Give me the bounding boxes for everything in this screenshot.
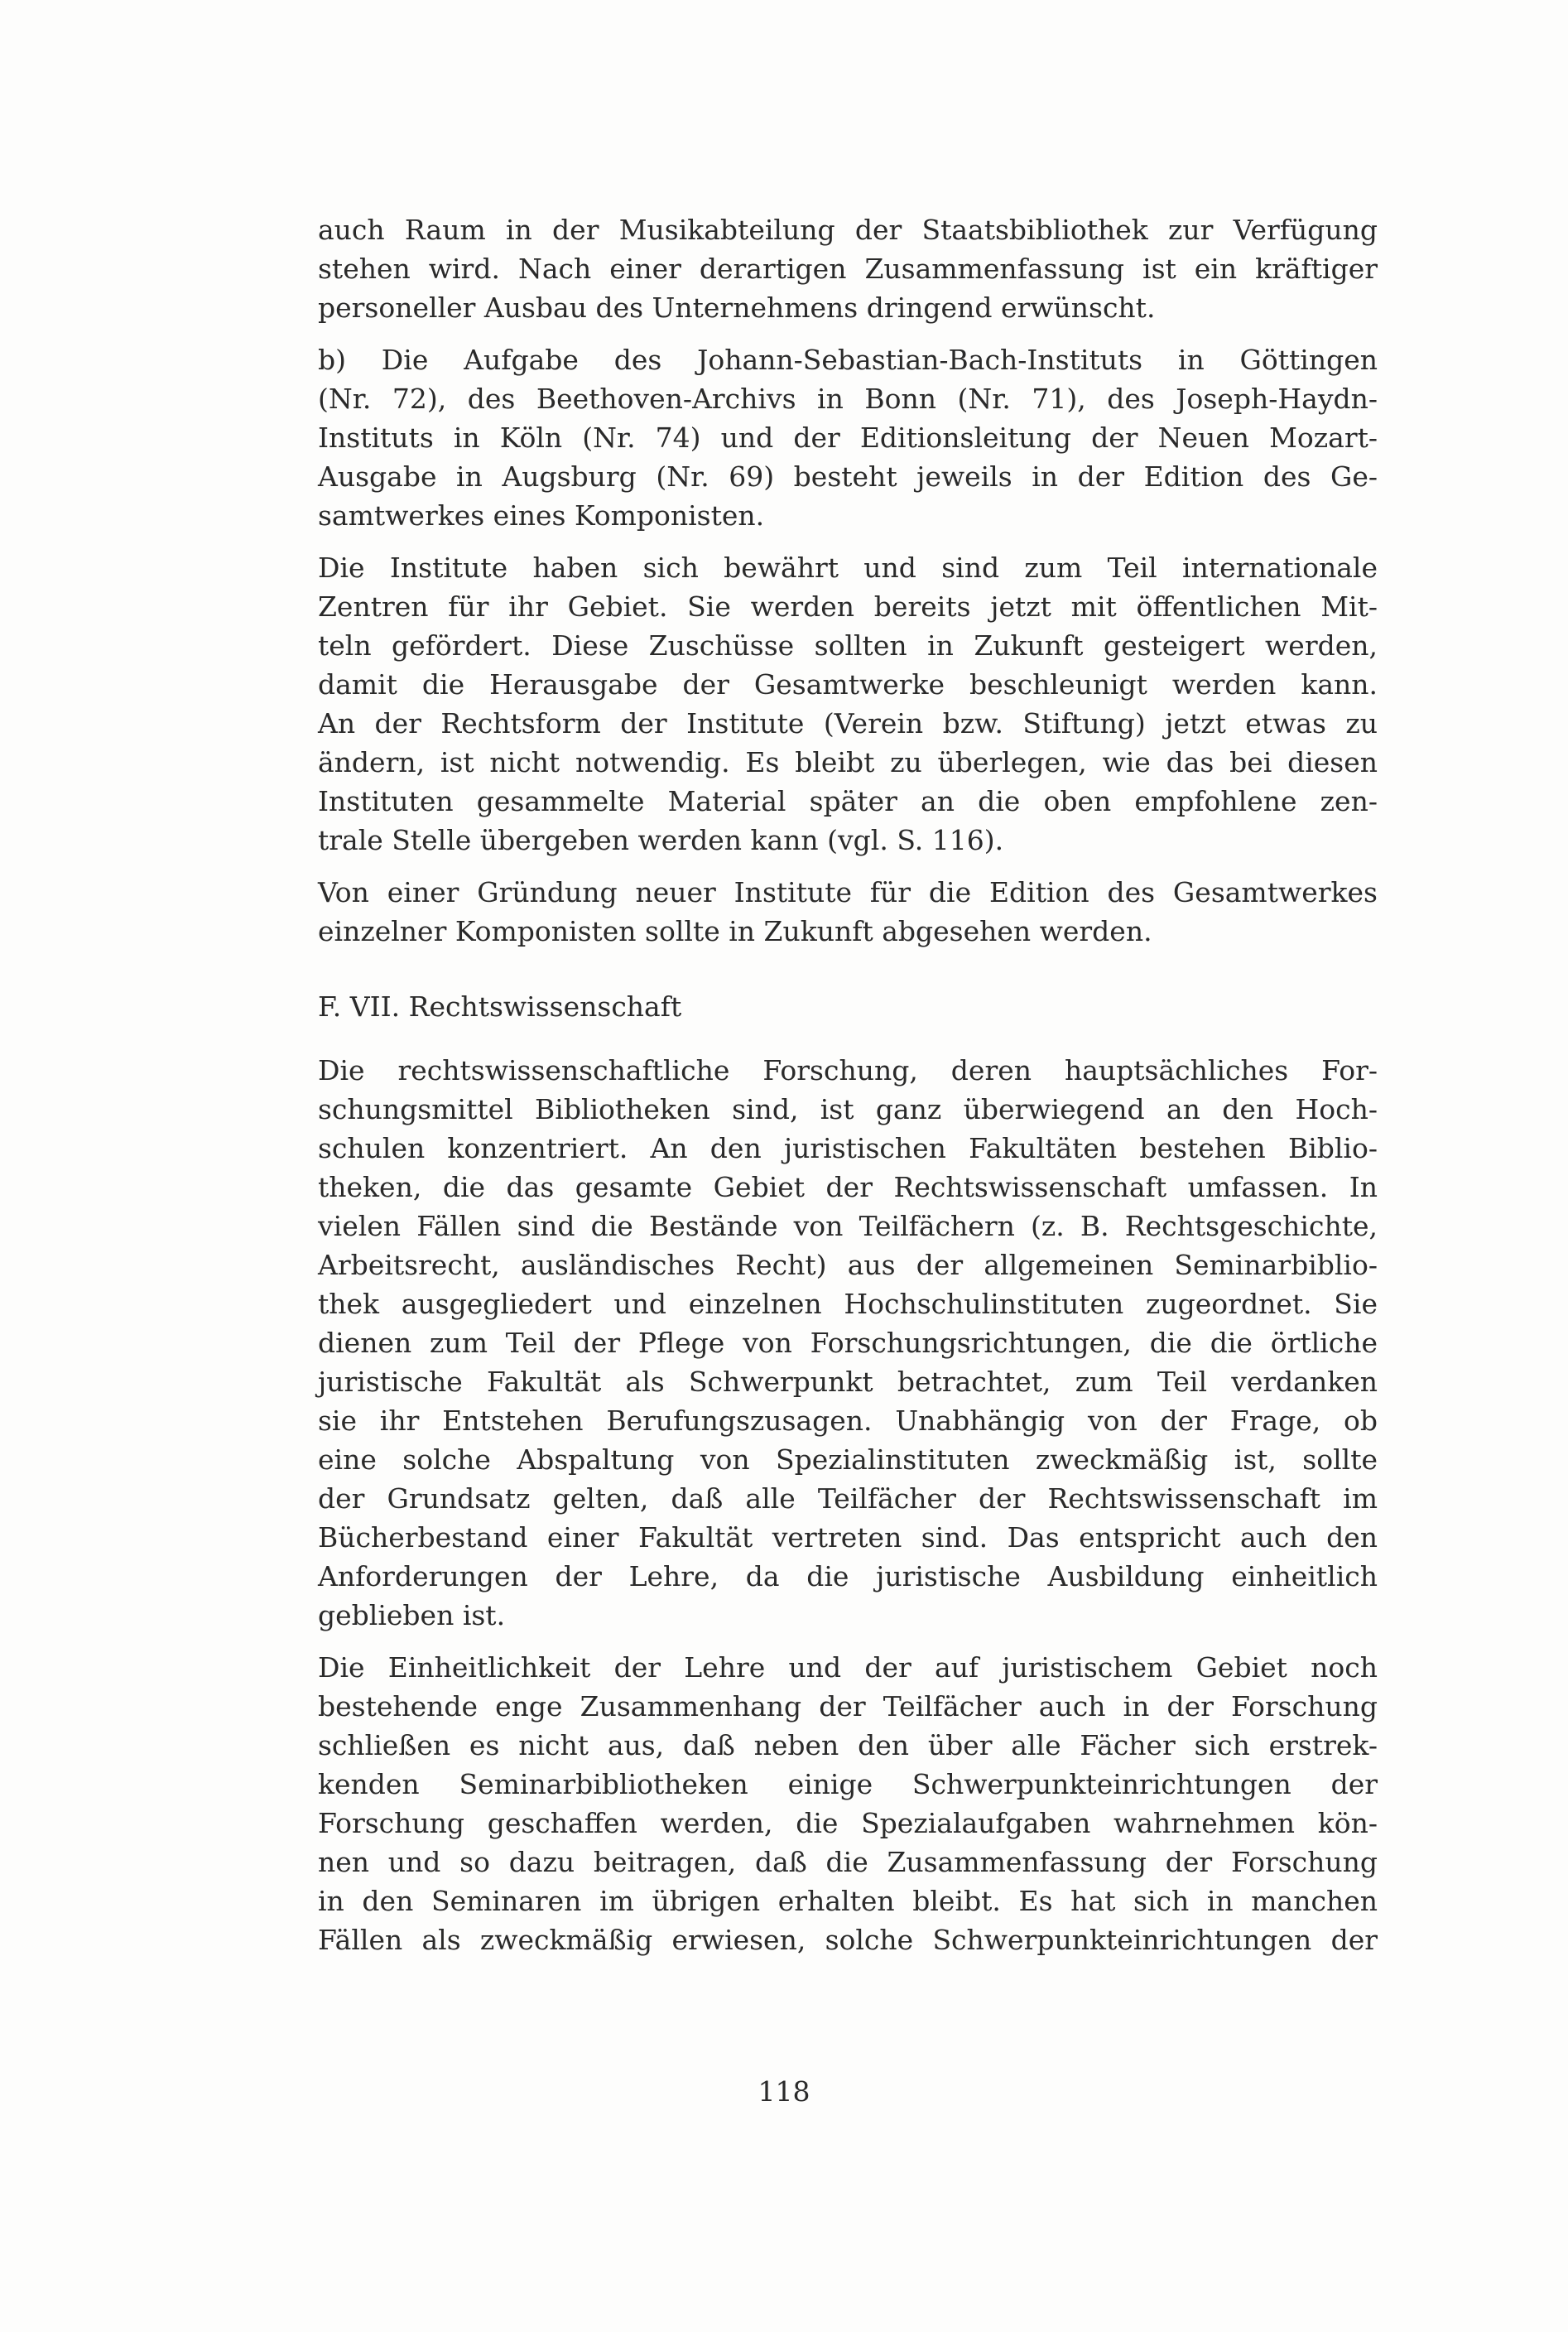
text-line: auch Raum in der Musikabteilung der Staatsbibliothek zur Verfügung [318, 214, 1378, 246]
paragraph [318, 873, 1378, 951]
text-line: Ausgabe in Augsburg (Nr. 69) besteht jeweils in der Edition des Ge- [318, 460, 1378, 493]
text-line: damit die Herausgabe der Gesamtwerke beschleunigt werden kann. [318, 668, 1378, 701]
paragraph [318, 340, 1378, 535]
text-line: personeller Ausbau des Unternehmens dringend erwünscht. [318, 292, 1156, 324]
section-heading: F. VII. Rechtswissenschaft [318, 990, 682, 1023]
text-line: schungsmittel Bibliotheken sind, ist ganz überwiegend an den Hoch- [318, 1093, 1378, 1125]
text-line: Forschung geschaffen werden, die Spezialaufgaben wahrnehmen kön- [318, 1807, 1378, 1839]
text-line: Fällen als zweckmäßig erwiesen, solche Schwerpunkteinrichtungen der [318, 1924, 1378, 1956]
text-line: juristische Fakultät als Schwerpunkt betrachtet, zum Teil verdanken [318, 1366, 1378, 1398]
text-line: dienen zum Teil der Pflege von Forschungsrichtungen, die die örtliche [318, 1327, 1378, 1359]
text-line: Die rechtswissenschaftliche Forschung, deren hauptsächliches For- [318, 1054, 1378, 1086]
text-line: Instituten gesammelte Material später an die oben empfohlene zen- [318, 785, 1378, 817]
text-line: stehen wird. Nach einer derartigen Zusammenfassung ist ein kräftiger [318, 253, 1378, 285]
paragraph [318, 1051, 1378, 1635]
text-line: Die Einheitlichkeit der Lehre und der auf juristischem Gebiet noch [318, 1651, 1378, 1684]
text-line: in den Seminaren im übrigen erhalten bleibt. Es hat sich in manchen [318, 1885, 1378, 1917]
text-line: An der Rechtsform der Institute (Verein bzw. Stiftung) jetzt etwas zu [318, 707, 1378, 740]
text-line: thek ausgegliedert und einzelnen Hochschulinstituten zugeordnet. Sie [318, 1288, 1378, 1320]
text-line: trale Stelle übergeben werden kann (vgl. S. 116). [318, 824, 1004, 856]
text-line: eine solche Abspaltung von Spezialinstituten zweckmäßig ist, sollte [318, 1443, 1378, 1476]
text-line: nen und so dazu beitragen, daß die Zusammenfassung der Forschung [318, 1846, 1378, 1878]
text-line: teln gefördert. Diese Zuschüsse sollten in Zukunft gesteigert werden, [318, 629, 1378, 662]
text-line: Anforderungen der Lehre, da die juristische Ausbildung einheitlich [318, 1560, 1378, 1592]
text-line: der Grundsatz gelten, daß alle Teilfächer der Rechtswissenschaft im [318, 1482, 1378, 1515]
text-line: schließen es nicht aus, daß neben den über alle Fächer sich erstrek- [318, 1729, 1378, 1761]
paragraph [318, 210, 1378, 327]
text-line: ändern, ist nicht notwendig. Es bleibt zu überlegen, wie das bei diesen [318, 746, 1378, 778]
page-number: 118 [758, 2075, 810, 2108]
text-line: b) Die Aufgabe des Johann-Sebastian-Bach-Instituts in Göttingen [318, 344, 1378, 376]
text-line: theken, die das gesamte Gebiet der Rechtswissenschaft umfassen. In [318, 1171, 1378, 1203]
text-line: Zentren für ihr Gebiet. Sie werden bereits jetzt mit öffentlichen Mit- [318, 590, 1378, 623]
text-line: bestehende enge Zusammenhang der Teilfächer auch in der Forschung [318, 1690, 1378, 1722]
text-line: Instituts in Köln (Nr. 74) und der Editionsleitung der Neuen Mozart- [318, 422, 1378, 454]
text-line: vielen Fällen sind die Bestände von Teilfächern (z. B. Rechtsgeschichte, [318, 1210, 1378, 1242]
text-line: kenden Seminarbibliotheken einige Schwerpunkteinrichtungen der [318, 1768, 1378, 1800]
text-line: Die Institute haben sich bewährt und sind zum Teil internationale [318, 552, 1378, 584]
paragraph [318, 548, 1378, 860]
text-line: (Nr. 72), des Beethoven-Archivs in Bonn (Nr. 71), des Joseph-Haydn- [318, 383, 1378, 415]
paragraph [318, 1648, 1378, 1959]
body-text [318, 210, 1378, 1973]
text-line: sie ihr Entstehen Berufungszusagen. Unabhängig von der Frage, ob [318, 1404, 1378, 1437]
text-line: Arbeitsrecht, ausländisches Recht) aus der allgemeinen Seminarbiblio- [318, 1249, 1378, 1281]
text-line: samtwerkes eines Komponisten. [318, 499, 765, 532]
text-line: Von einer Gründung neuer Institute für die Edition des Gesamtwerkes [318, 876, 1378, 908]
text-line: einzelner Komponisten sollte in Zukunft abgesehen werden. [318, 915, 1152, 947]
text-line: geblieben ist. [318, 1599, 506, 1631]
text-line: Bücherbestand einer Fakultät vertreten sind. Das entspricht auch den [318, 1521, 1378, 1554]
text-line: schulen konzentriert. An den juristischen Fakultäten bestehen Biblio- [318, 1132, 1378, 1164]
